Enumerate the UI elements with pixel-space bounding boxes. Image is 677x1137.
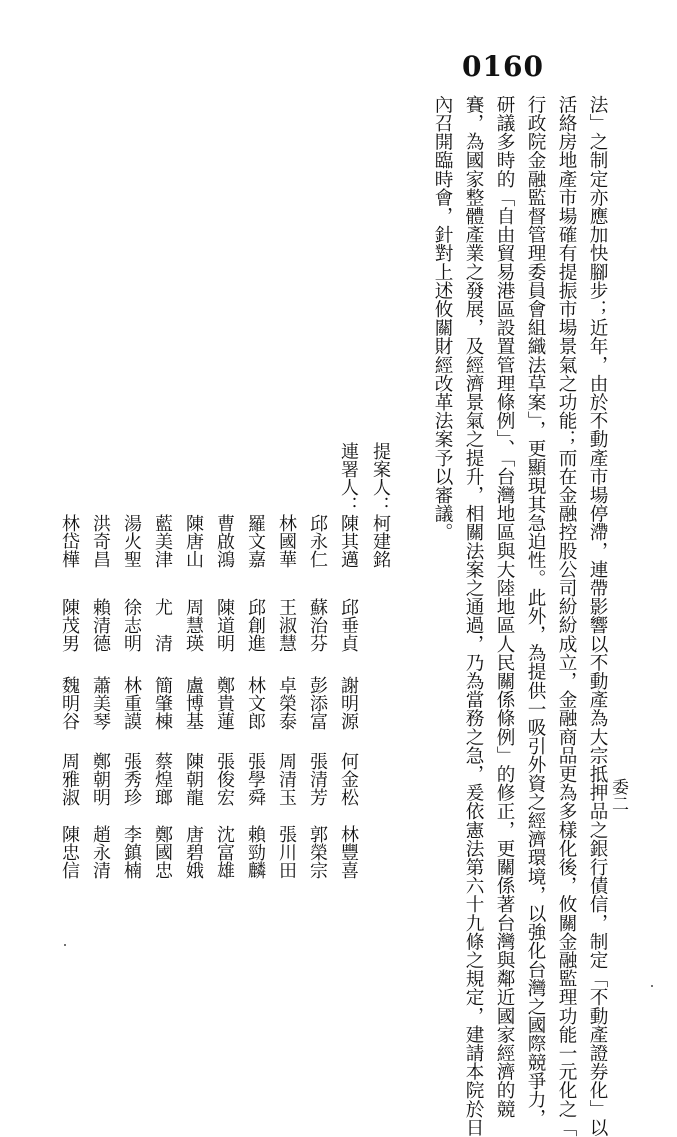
cosigner-name: 陳道明 [214,598,235,652]
body-text-line: 法」之制定亦應加快腳步；近年，由於不動產市場停滯，連帶影響以不動產為大宗抵押品之銀行債信，制定「不動產證券化」以 [587,95,608,1137]
cosigner-name: 羅文嘉 [245,514,266,568]
cosigner-name: 曹啟鴻 [214,514,235,568]
cosigner-name: 賴勁麟 [245,825,266,879]
cosigner-name: 鄭國忠 [152,825,173,879]
cosigner-name: 賴清德 [90,598,111,652]
cosigner-name: 林岱樺 [59,514,80,568]
cosigner-name: 魏明谷 [59,676,80,730]
cosigner-name: 簡肇棟 [152,676,173,730]
cosigner-name: 林文郎 [245,676,266,730]
cosigner-name: 洪奇昌 [90,514,111,568]
cosigner-name: 鄭朝明 [90,752,111,806]
cosigner-name: 湯火聖 [121,514,142,568]
cosigner-name: 陳朝龍 [183,752,204,806]
cosigner-name: 蔡煌瑯 [152,752,173,806]
cosigner-name: 陳其邁 [338,514,359,568]
cosigner-name: 卓榮泰 [276,676,297,730]
cosigner-name: 林國華 [276,514,297,568]
cosigner-name: 周清玉 [276,752,297,806]
cosigner-name: 蕭美琴 [90,676,111,730]
cosigner-name: 沈富雄 [214,825,235,879]
cosigner-name: 張學舜 [245,752,266,806]
scan-speck [64,944,66,946]
cosigner-name: 藍美津 [152,514,173,568]
cosigner-name: 邱永仁 [307,514,328,568]
body-text-line: 內召開臨時會，針對上述攸關財經改革法案予以審議。 [432,95,453,542]
proposer-name: 柯建銘 [370,514,391,568]
cosigner-name: 李鎮楠 [121,825,142,879]
page-number: 0160 [462,50,544,83]
body-text-line: 活絡房地產市場確有提振市場景氣之功能；而在金融控股公司紛紛成立，金融商品更為多樣化後，攸關金融監理功能一元化之「 [556,95,577,1137]
cosigner-name: 鄭貴蓮 [214,676,235,730]
cosigner-name: 王淑慧 [276,598,297,652]
committee-mark: 委二 [608,778,628,812]
cosigner-name: 邱創進 [245,598,266,652]
cosigner-name: 郭榮宗 [307,825,328,879]
cosigner-name: 彭添富 [307,676,328,730]
cosigner-name: 陳茂男 [59,598,80,652]
cosigner-name: 蘇治芬 [307,598,328,652]
cosigner-name: 張秀珍 [121,752,142,806]
cosigner-name: 盧博基 [183,676,204,730]
cosigner-name: 陳忠信 [59,825,80,879]
cosigner-name: 林豐喜 [338,825,359,879]
cosigner-name: 張川田 [276,825,297,879]
cosigner-name: 邱垂貞 [338,598,359,652]
cosigner-name: 周慧瑛 [183,598,204,652]
cosigner-name: 唐碧娥 [183,825,204,879]
scan-speck [651,985,653,987]
cosigner-name: 林重謨 [121,676,142,730]
body-text-line: 行政院金融監督管理委員會組織法草案」，更顯現其急迫性。此外，為提供一吸引外資之經濟環境，以強化台灣之國際競爭力， [525,95,546,1128]
cosigner-name: 陳唐山 [183,514,204,568]
cosigner-name: 徐志明 [121,598,142,652]
cosigner-name: 趙永清 [90,825,111,879]
cosigner-name: 尤 清 [152,598,173,652]
cosigner-name: 何金松 [338,752,359,806]
cosigner-name: 張清芳 [307,752,328,806]
cosigner-label: 連署人： [338,442,359,514]
cosigner-name: 周雅淑 [59,752,80,806]
cosigner-name: 謝明源 [338,676,359,730]
body-text-line: 賽，為國家整體產業之發展，及經濟景氣之提升，相關法案之通過，乃為當務之急，爰依憲法第六十九條之規定，建請本院於日 [463,95,484,1137]
body-text-line: 研議多時的「自由貿易港區設置管理條例」、「台灣地區與大陸地區人民關係條例」的修正，更關係著台灣與鄰近國家經濟的競 [494,95,515,1118]
cosigner-name: 張俊宏 [214,752,235,806]
proposer-label: 提案人： [370,442,391,514]
